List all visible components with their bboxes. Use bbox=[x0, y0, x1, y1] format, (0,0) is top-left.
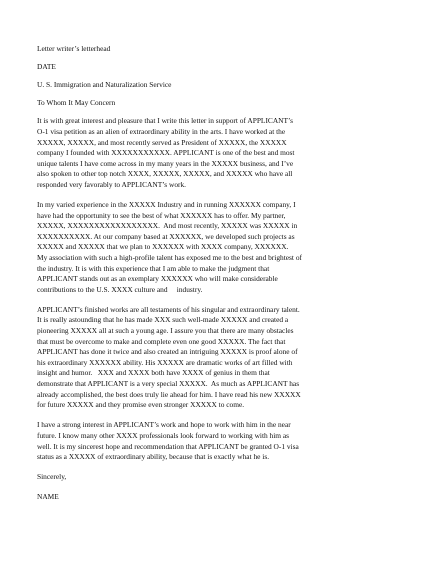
paragraph-line: his extraordinary XXXXXX ability. His XXXXX are dramatic works of art filled with bbox=[37, 357, 293, 367]
signature-name: NAME bbox=[37, 492, 59, 502]
paragraph-line: APPLICANT’s finished works are all testaments of his singular and extraordinary talent. bbox=[37, 304, 300, 314]
paragraph-line: unique talents I have come across in my many years in the XXXXX business, and I’ve bbox=[37, 158, 294, 168]
paragraph-line: demonstrate that APPLICANT is a very special XXXXX. As much as APPLICANT has bbox=[37, 379, 300, 389]
paragraph-line: status as a XXXXX of extraordinary ability, because that is exactly what he is. bbox=[37, 452, 270, 462]
paragraph-line: company I founded with XXXXXXXXXXX. APPLICANT is one of the best and most bbox=[37, 148, 295, 158]
paragraph-line: that must be overcome to make and complete even one good XXXXX. The fact that bbox=[37, 336, 286, 346]
paragraph-3 bbox=[37, 305, 417, 411]
paragraph-line: the industry. It is with this experience that I am able to make the judgment that bbox=[37, 263, 270, 273]
paragraph-line: APPLICANT has done it twice and also created an intriguing XXXXX is proof alone of bbox=[37, 347, 298, 357]
paragraph-line: XXXXX, XXXXX, and most recently served as President of XXXXX, the XXXXX bbox=[37, 137, 287, 147]
paragraph-line: O-1 visa petition as an alien of extraordinary ability in the arts. I have worked at the bbox=[37, 126, 286, 136]
letterhead: Letter writer’s letterhead bbox=[37, 44, 111, 53]
paragraph-line: have had the opportunity to see the best of what XXXXXX has to offer. My partner, bbox=[37, 210, 286, 220]
paragraph-line: I have a strong interest in APPLICANT’s work and hope to work with him in the near bbox=[37, 420, 291, 430]
paragraph-2 bbox=[37, 200, 417, 295]
paragraph-line: XXXXX and XXXXX that we plan to XXXXXX with XXXX company, XXXXXX. bbox=[37, 242, 289, 252]
paragraph-line: XXXXXXXXXX. At our company based at XXXXXX, we developed such projects as bbox=[37, 231, 295, 241]
closing: Sincerely, bbox=[37, 472, 67, 482]
paragraph-line: It is really astounding that he has made XXX such well-made XXXXX and created a bbox=[37, 315, 289, 325]
paragraph-line: My association with such a high-profile talent has exposed me to the best and brightest of bbox=[37, 253, 302, 262]
paragraph-line: contributions to the U.S. XXXX culture and industry. bbox=[37, 284, 203, 294]
paragraph-line: XXXXX, XXXXXXXXXXXXXXXXX. And most recently, XXXXX was XXXXX in bbox=[37, 221, 298, 231]
paragraph-line: well. It is my sincerest hope and recommendation that APPLICANT be granted O-1 visa bbox=[37, 441, 299, 451]
paragraph-line: APPLICANT stands out as an exemplary XXXXXX who will make considerable bbox=[37, 274, 278, 284]
paragraph-line: pioneering XXXXX all at such a young age. I assure you that there are many obstacles bbox=[37, 326, 294, 336]
salutation: To Whom It May Concern bbox=[37, 98, 116, 108]
paragraph-line: responded very favorably to APPLICANT’s work. bbox=[37, 179, 187, 189]
paragraph-4 bbox=[37, 420, 417, 462]
paragraph-line: In my varied experience in the XXXXX Industry and in running XXXXXX company, I bbox=[37, 200, 296, 210]
paragraph-1 bbox=[37, 116, 417, 190]
paragraph-line: insight and humor. XXX and XXXX both have XXXX of genius in them that bbox=[37, 368, 270, 378]
letter-body bbox=[37, 44, 417, 503]
paragraph-line: It is with great interest and pleasure that I write this letter in support of APPLICANT’s bbox=[37, 116, 293, 126]
date-line: DATE bbox=[37, 62, 56, 72]
paragraph-line: for future XXXXX and they promise even stronger XXXXX to come. bbox=[37, 400, 245, 410]
paragraph-line: already accomplished, the best does truly lie ahead for him. I have read his new XXXXX bbox=[37, 389, 301, 399]
paragraph-line: future. I know many other XXXX professionals look forward to working with him as bbox=[37, 430, 290, 440]
recipient-line: U. S. Immigration and Naturalization Service bbox=[37, 80, 172, 90]
paragraph-line: also spoken to other top notch XXXX, XXXXX, XXXXX, and XXXXX who have all bbox=[37, 169, 293, 179]
